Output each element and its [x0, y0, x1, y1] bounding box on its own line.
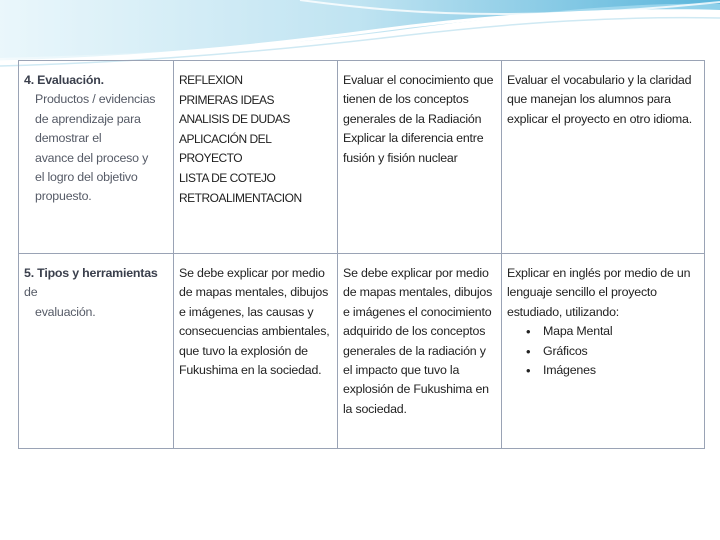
row-label-line: propuesto. — [35, 189, 92, 204]
english-evaluation-cell: Evaluar el vocabulario y la claridad que manejan los alumnos para explicar el proyecto en otro idioma. — [502, 61, 705, 254]
tools-cell-social: Se debe explicar por medio de mapas mentales, dibujos e imágenes, las causas y consecuencias ambientales, que tuvo la explosión de Fukushima en la sociedad. — [174, 254, 338, 449]
tools-bullet-list — [507, 322, 700, 380]
tools-cell-english — [502, 254, 705, 449]
science-evaluation-cell: Evaluar el conocimiento que tienen de los conceptos generales de la Radiación Explicar la diferencia entre fusión y fisión nuclear — [338, 61, 502, 254]
activity-item: PRIMERAS IDEAS — [179, 92, 275, 107]
activity-item: RETROALIMENTACION — [179, 190, 302, 205]
row-heading-tail: de — [24, 285, 38, 300]
row-label-line: avance del proceso y — [35, 150, 149, 165]
activity-item: LISTA DE COTEJO — [179, 170, 276, 185]
row-label-evaluation — [19, 61, 174, 254]
row-label-line: demostrar el — [35, 131, 102, 146]
tools-cell-science: Se debe explicar por medio de mapas mentales, dibujos e imágenes el conocimiento adquirido de los conceptos generales de la radiación y el impacto que tuvo la explosión de Fukushima en la sociedad. — [338, 254, 502, 449]
evaluation-table — [18, 60, 705, 449]
activity-item: APLICACIÓN DEL PROYECTO — [179, 131, 271, 166]
activity-item: ANALISIS DE DUDAS — [179, 112, 290, 127]
row-label-line: el logro del objetivo — [35, 170, 138, 185]
row-heading: 4. Evaluación. — [24, 73, 104, 87]
list-item: • Mapa Mental — [543, 322, 700, 341]
row-label-line: evaluación. — [35, 304, 96, 319]
activities-list-cell — [174, 61, 338, 254]
table-row — [19, 61, 705, 254]
row-label-line: Productos / evidencias — [35, 92, 156, 107]
row-label-line: de aprendizaje para — [35, 111, 141, 126]
row-label-tools — [19, 254, 174, 449]
list-item: • Gráficos — [543, 342, 700, 361]
list-item: • Imágenes — [543, 361, 700, 380]
table-row — [19, 254, 705, 449]
tools-english-text: Explicar en inglés por medio de un lenguaje sencillo el proyecto estudiado, utilizando: — [507, 266, 691, 319]
row-heading: 5. Tipos y herramientas — [24, 266, 158, 280]
activity-item: REFLEXION — [179, 73, 243, 87]
